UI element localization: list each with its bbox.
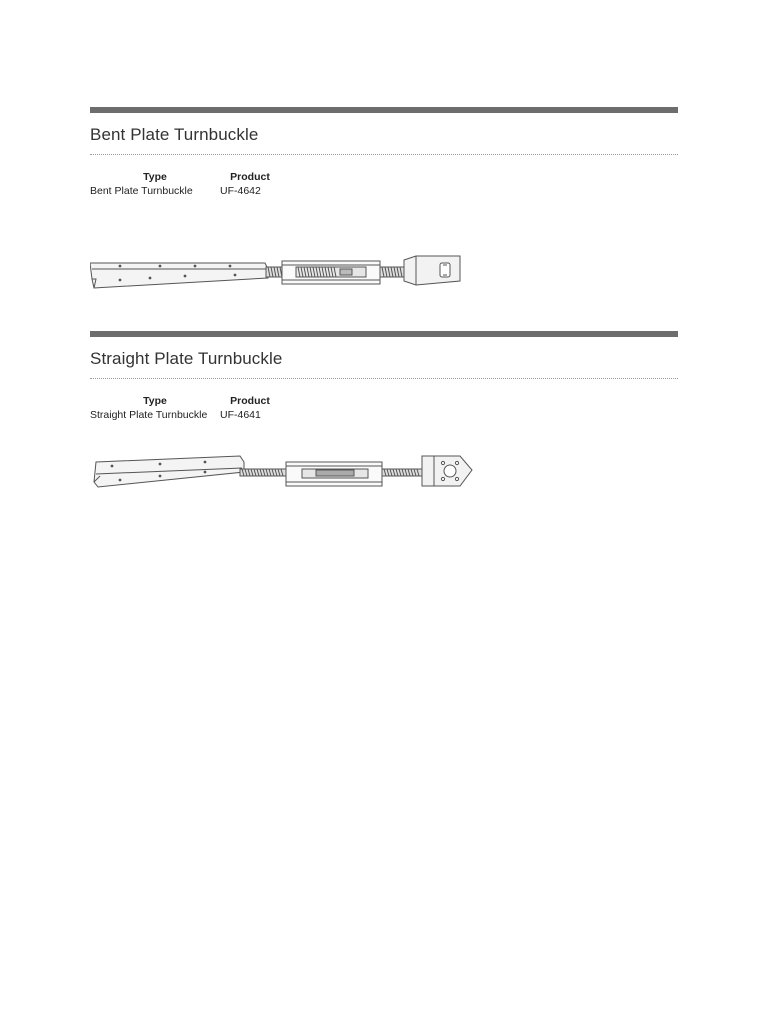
column-header-type: Type xyxy=(143,395,167,407)
table-row xyxy=(90,408,280,422)
bent-plate-turnbuckle-drawing xyxy=(90,251,465,297)
section-title: Bent Plate Turnbuckle xyxy=(90,125,259,144)
cell-type: Straight Plate Turnbuckle xyxy=(90,409,208,421)
cell-type: Bent Plate Turnbuckle xyxy=(90,185,193,197)
straight-plate-turnbuckle-drawing xyxy=(90,452,475,498)
table-header-row xyxy=(90,394,280,408)
column-header-product: Product xyxy=(230,395,270,407)
cell-product: UF-4641 xyxy=(220,409,261,421)
column-header-product: Product xyxy=(230,171,270,183)
section-straight-plate-turnbuckle xyxy=(90,331,678,422)
section-title: Straight Plate Turnbuckle xyxy=(90,349,283,368)
column-header-type: Type xyxy=(143,171,167,183)
dotted-separator xyxy=(90,378,678,379)
spec-table xyxy=(90,394,280,422)
section-divider-bar xyxy=(90,331,678,337)
cell-product: UF-4642 xyxy=(220,185,261,197)
section-divider-bar xyxy=(90,107,678,113)
table-header-row xyxy=(90,170,280,184)
spec-table xyxy=(90,170,280,198)
table-row xyxy=(90,184,280,198)
section-bent-plate-turnbuckle xyxy=(90,107,678,198)
dotted-separator xyxy=(90,154,678,155)
